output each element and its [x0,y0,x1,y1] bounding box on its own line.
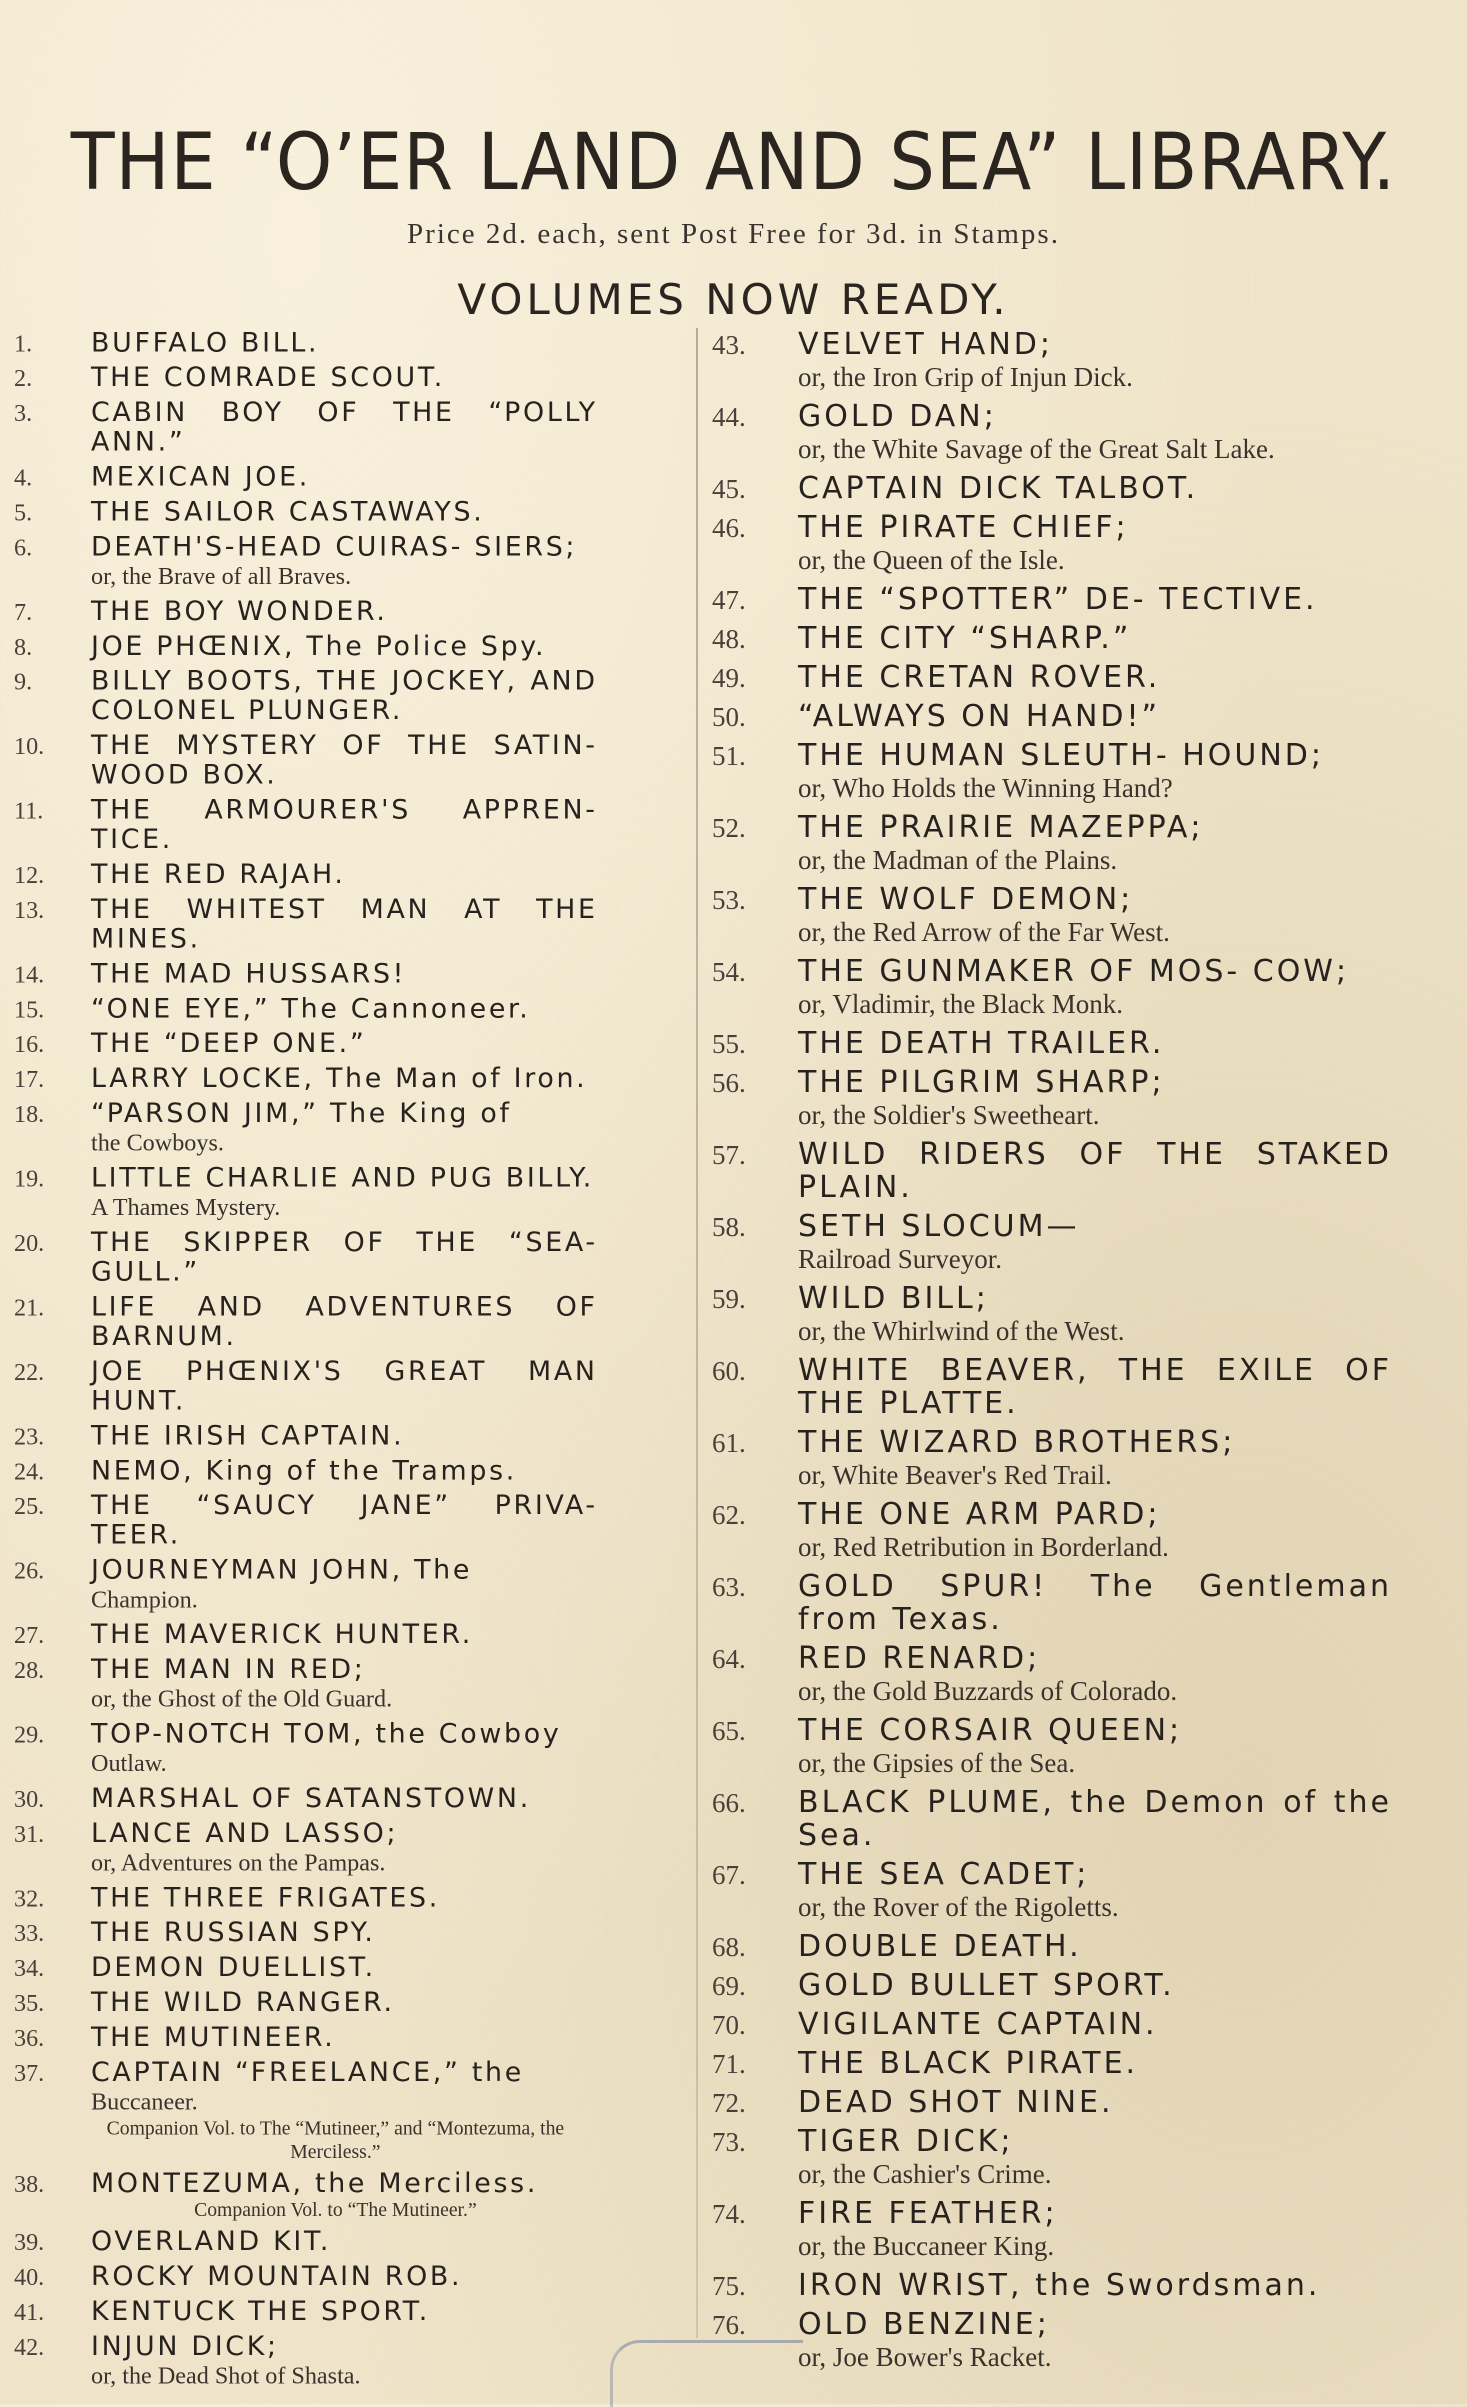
volume-title: GOLD DAN; [798,399,997,434]
volume-number: 25. [14,1492,45,1520]
volume-title: WILD BILL; [798,1281,989,1316]
volume-number: 56. [712,1068,746,1098]
volume-subtitle: or, the Madman of the Plains. [798,845,1118,875]
list-item [712,1426,1392,1492]
volume-subtitle: Railroad Surveyor. [798,1244,1002,1274]
volume-subtitle: or, the Soldier's Sweetheart. [798,1100,1100,1130]
volume-title: THE DEATH TRAILER. [798,1026,1165,1061]
volume-title: MONTEZUMA, the Merciless. [90,2167,539,2200]
volume-number: 18. [14,1100,45,1128]
volume-number: 8. [14,633,33,661]
list-item [14,795,598,854]
volume-number: 47. [712,585,746,615]
volume-title: THE ONE ARM PARD; [798,1497,1161,1532]
library-stamp [610,2340,803,2407]
volume-title: JOE PHŒNIX'S GREAT MAN HUNT. [90,1355,598,1417]
volume-title: THE GUNMAKER OF MOS- COW; [798,954,1350,989]
volume-title: DOUBLE DEATH. [798,1929,1082,1964]
volume-title: OLD BENZINE; [798,2307,1050,2342]
list-item [14,2262,598,2292]
volume-title: GOLD BULLET SPORT. [798,1968,1175,2003]
volume-number: 58. [712,1212,746,1242]
list-item [712,700,1392,733]
volume-title: MEXICAN JOE. [90,461,311,493]
volume-title: THE HUMAN SLEUTH- HOUND; [798,738,1324,773]
list-item [14,1819,598,1878]
volume-subtitle: or, the Gold Buzzards of Colorado. [798,1676,1178,1706]
volume-title: THE MYSTERY OF THE SATIN-WOOD BOX. [90,729,598,791]
volume-subtitle: or, the Rover of the Rigoletts. [798,1892,1119,1922]
volume-title: THE BOY WONDER. [90,595,388,628]
volume-title: THE “SPOTTER” DE- TECTIVE. [798,582,1318,617]
volume-number: 31. [14,1820,45,1848]
volume-number: 40. [14,2263,45,2291]
volume-number: 20. [14,1229,45,1257]
volume-title: “ALWAYS ON HAND!” [798,699,1161,734]
list-item [712,1354,1392,1420]
list-item [14,1620,598,1650]
volume-number: 50. [712,702,746,732]
volume-title: THE COMRADE SCOUT. [90,362,446,394]
volume-title: THE WIZARD BROTHERS; [798,1425,1236,1460]
volume-title: THE WHITEST MAN AT THE MINES. [90,893,598,955]
volume-title: THE RED RAJAH. [90,858,346,891]
list-item [712,1858,1392,1924]
list-item [14,895,598,954]
volume-title: OVERLAND KIT. [90,2225,332,2258]
volume-subtitle: or, the Dead Shot of Shasta. [90,2361,361,2389]
list-item [712,1027,1392,1060]
volume-number: 15. [14,995,45,1023]
volume-number: 3. [14,399,33,427]
volume-number: 72. [712,2088,746,2118]
list-item [712,2086,1392,2119]
list-item [14,1029,598,1059]
list-item [14,2169,598,2222]
list-item [712,583,1392,616]
list-item [14,731,598,790]
list-item [712,811,1392,877]
volume-title: THE WOLF DEMON; [798,882,1134,917]
volume-subtitle: Buccaneer. [90,2088,198,2115]
volume-number: 44. [712,402,746,432]
volume-subtitle: the Cowboys. [90,1129,224,1157]
volume-title: LITTLE CHARLIE AND PUG BILLY. [90,1162,595,1194]
list-item [14,398,598,457]
volume-subtitle: or, Adventures on the Pampas. [90,1849,386,1876]
volume-title: CAPTAIN DICK TALBOT. [798,471,1199,506]
list-item [14,1421,598,1451]
list-item [712,2308,1392,2374]
volume-number: 55. [712,1029,746,1059]
volume-title: “PARSON JIM,” The King of [90,1097,512,1130]
price-subtitle: Price 2d. each, sent Post Free for 3d. in Stamps. [407,218,1060,250]
volume-subtitle: or, the Brave of all Braves. [90,562,352,590]
list-item [14,1719,598,1778]
volume-title: VIGILANTE CAPTAIN. [798,2007,1158,2042]
volume-number: 12. [14,861,45,889]
volume-title: THE MAN IN RED; [90,1653,366,1686]
volume-number: 71. [712,2049,746,2079]
list-item [14,2023,598,2053]
volume-title: IRON WRIST, the Swordsman. [798,2268,1321,2303]
volume-number: 68. [712,1932,746,1962]
volume-number: 29. [14,1720,45,1748]
list-item [14,1228,598,1287]
list-item [14,994,598,1024]
volume-number: 33. [14,1919,45,1947]
list-item [712,883,1392,949]
volume-number: 62. [712,1500,746,1530]
list-item [712,955,1392,1021]
list-item [14,1953,598,1983]
list-item [712,2047,1392,2080]
volume-number: 28. [14,1656,45,1684]
list-item [712,511,1392,577]
list-item [712,1642,1392,1708]
list-item [14,1784,598,1814]
volume-title: TOP-NOTCH TOM, the Cowboy [90,1718,562,1750]
list-item [712,1570,1392,1636]
volume-number: 43. [712,330,746,360]
list-item [14,462,598,492]
volume-number: 51. [712,741,746,771]
volume-number: 41. [14,2298,45,2326]
volume-title: DEATH'S-HEAD CUIRAS- SIERS; [90,531,578,563]
list-item [712,1282,1392,1348]
volume-number: 60. [712,1356,746,1386]
volume-number: 36. [14,2024,45,2052]
volume-number: 34. [14,1954,45,1982]
volume-number: 16. [14,1030,45,1058]
volume-number: 39. [14,2228,45,2256]
list-item [712,1066,1392,1132]
volume-number: 21. [14,1293,45,1321]
list-item [14,1357,598,1416]
volume-number: 14. [14,960,45,988]
list-item [14,532,598,591]
volume-number: 6. [14,533,33,561]
list-item [712,2008,1392,2041]
volume-number: 70. [712,2010,746,2040]
volume-title: THE MAVERICK HUNTER. [90,1618,474,1651]
list-item [14,1456,598,1486]
volume-subtitle: or, Joe Bower's Racket. [798,2342,1052,2372]
volume-subtitle: or, the Ghost of the Old Guard. [90,1685,393,1713]
volume-subtitle: A Thames Mystery. [90,1193,281,1221]
volume-title: VELVET HAND; [798,327,1053,362]
volume-number: 19. [14,1165,45,1192]
volume-title: THE CRETAN ROVER. [798,660,1161,695]
volume-title: THE SEA CADET; [798,1857,1090,1892]
list-item [712,622,1392,655]
volume-title: INJUN DICK; [90,2330,279,2362]
volume-title: BUFFALO BILL. [90,327,320,359]
volume-title: THE CITY “SHARP.” [798,621,1132,656]
list-item [712,661,1392,694]
list-item [712,400,1392,466]
volume-title: THE MUTINEER. [90,2021,336,2054]
volume-number: 5. [14,498,33,526]
volume-title: BILLY BOOTS, THE JOCKEY, AND COLONEL PLUNGER. [90,665,598,727]
volume-title: SETH SLOCUM— [798,1209,1080,1244]
volume-title: THE PILGRIM SHARP; [798,1065,1165,1100]
volume-subtitle: or, the Gipsies of the Sea. [798,1748,1076,1778]
volume-number: 13. [14,896,45,924]
volume-title: NEMO, King of the Tramps. [90,1455,517,1487]
list-item [712,2197,1392,2263]
volume-subtitle: or, Red Retribution in Borderland. [798,1532,1169,1562]
list-item [712,1930,1392,1963]
volume-number: 35. [14,1989,45,2017]
volume-title: CAPTAIN “FREELANCE,” the [90,2056,524,2089]
volume-title: THE IRISH CAPTAIN. [90,1420,405,1452]
list-item [14,1491,598,1550]
volume-number: 69. [712,1971,746,2001]
volume-title: THE MAD HUSSARS! [90,958,407,990]
list-item [712,1138,1392,1204]
volume-number: 48. [712,624,746,654]
volume-subtitle: Champion. [90,1585,198,1613]
volume-number: 52. [712,813,746,843]
volume-subtitle: or, the Iron Grip of Injun Dick. [798,362,1133,392]
volume-number: 4. [14,464,33,491]
list-item [14,2297,598,2327]
volume-number: 30. [14,1785,45,1813]
volume-title: THE ARMOURER'S APPREN- TICE. [90,794,598,856]
volume-title: THE SAILOR CASTAWAYS. [90,496,485,528]
volume-title: ROCKY MOUNTAIN ROB. [90,2260,463,2293]
volume-title: THE CORSAIR QUEEN; [798,1713,1183,1748]
list-item [712,328,1392,394]
volume-title: DEAD SHOT NINE. [798,2085,1114,2120]
volume-title: THE THREE FRIGATES. [90,1882,440,1914]
volume-subtitle: or, the Queen of the Isle. [798,545,1065,575]
volume-title: THE SKIPPER OF THE “SEA- GULL.” [90,1226,598,1288]
volume-number: 46. [712,513,746,543]
list-item [14,1163,598,1222]
volume-number: 67. [712,1860,746,1890]
volume-title: THE “SAUCY JANE” PRIVA- TEER. [90,1490,598,1551]
volume-number: 1. [14,329,33,357]
list-item [14,860,598,890]
list-item [712,1969,1392,2002]
volume-subtitle: or, the Red Arrow of the Far West. [798,917,1170,947]
list-item [712,472,1392,505]
volume-subtitle: or, White Beaver's Red Trail. [798,1460,1112,1490]
list-item [14,1064,598,1094]
volume-number: 45. [712,474,746,504]
volume-number: 10. [14,732,45,760]
volume-number: 66. [712,1788,746,1818]
volume-title: DEMON DUELLIST. [90,1951,376,1984]
volume-number: 11. [14,797,44,824]
list-item [14,2227,598,2257]
right-column [712,328,1392,2380]
companion-note: Companion Vol. to The “Mutineer,” and “Montezuma, the Merciless.” [106,2116,565,2163]
volume-number: 53. [712,885,746,915]
volume-title: WHITE BEAVER, THE EXILE OF THE PLATTE. [798,1353,1392,1421]
volume-title: MARSHAL OF SATANSTOWN. [90,1782,531,1815]
volume-number: 76. [712,2310,746,2340]
volume-title: RED RENARD; [798,1641,1041,1676]
list-item [14,631,598,661]
list-item [14,2058,598,2164]
list-item [14,1099,598,1158]
list-item [14,1655,598,1714]
volume-number: 27. [14,1621,45,1649]
list-item [14,1555,598,1614]
list-item [14,1292,598,1351]
volume-number: 24. [14,1457,45,1485]
volume-title: LANCE AND LASSO; [90,1817,399,1850]
volume-number: 49. [712,663,746,693]
volume-number: 59. [712,1284,746,1314]
volume-number: 61. [712,1428,746,1458]
volume-number: 37. [14,2059,45,2087]
list-item [14,328,598,358]
volume-subtitle: or, the Whirlwind of the West. [798,1316,1125,1346]
volume-number: 38. [14,2170,45,2198]
list-item [712,2125,1392,2191]
volume-title: GOLD SPUR! The Gentleman from Texas. [798,1569,1392,1637]
list-item [14,2332,598,2391]
volume-subtitle: or, Who Holds the Winning Hand? [798,773,1173,803]
volume-subtitle: Outlaw. [90,1749,167,1777]
volume-number: 74. [712,2199,746,2229]
volume-title: JOE PHŒNIX, The Police Spy. [90,630,547,662]
volume-title: FIRE FEATHER; [798,2196,1058,2231]
volume-number: 63. [712,1572,746,1602]
page-title: THE “O’ER LAND AND SEA” LIBRARY. [70,118,1397,208]
volume-number: 65. [712,1716,746,1746]
volume-number: 23. [14,1422,45,1450]
volume-number: 73. [712,2127,746,2157]
volume-title: CABIN BOY OF THE “POLLY ANN.” [90,396,598,458]
list-item [14,597,598,627]
volume-title: THE PIRATE CHIEF; [798,510,1129,545]
volume-subtitle: or, Vladimir, the Black Monk. [798,989,1124,1019]
list-item [712,1210,1392,1276]
volume-number: 75. [712,2271,746,2301]
list-item [712,1714,1392,1780]
volume-title: LIFE AND ADVENTURES OF BARNUM. [90,1291,598,1353]
volume-title: THE PRAIRIE MAZEPPA; [798,810,1204,845]
list-item [712,2269,1392,2302]
volume-number: 26. [14,1557,45,1585]
volume-number: 2. [14,364,33,392]
volume-number: 7. [14,598,33,626]
volume-number: 32. [14,1884,45,1912]
volume-number: 64. [712,1644,746,1674]
volume-number: 17. [14,1065,45,1093]
left-column [14,328,598,2396]
volume-number: 9. [14,668,33,696]
list-item [712,739,1392,805]
list-item [14,1988,598,2018]
volumes-heading: VOLUMES NOW READY. [457,275,1010,324]
volume-title: “ONE EYE,” The Cannoneer. [90,993,531,1025]
volume-number: 42. [14,2333,45,2361]
companion-note: Companion Vol. to “The Mutineer.” [194,2198,477,2221]
volume-subtitle: or, the Cashier's Crime. [798,2159,1052,2189]
volume-title: LARRY LOCKE, The Man of Iron. [90,1062,588,1095]
volume-title: KENTUCK THE SPORT. [90,2295,430,2328]
volume-number: 54. [712,957,746,987]
volume-subtitle: or, the Buccaneer King. [798,2231,1055,2261]
volume-title: BLACK PLUME, the Demon of the Sea. [798,1785,1392,1853]
volume-title: THE “DEEP ONE.” [90,1028,367,1060]
list-item [14,959,598,989]
list-item [712,1498,1392,1564]
volume-title: THE BLACK PIRATE. [798,2046,1139,2081]
list-item [712,1786,1392,1852]
list-item [14,1918,598,1948]
list-item [14,497,598,527]
volume-number: 22. [14,1358,45,1386]
list-item [14,666,598,725]
volume-title: THE WILD RANGER. [90,1986,395,2019]
volume-title: JOURNEYMAN JOHN, The [90,1554,473,1586]
volume-subtitle: or, the White Savage of the Great Salt Lake. [798,434,1275,464]
list-item [14,363,598,393]
column-divider [696,328,698,2338]
volume-title: WILD RIDERS OF THE STAKED PLAIN. [798,1137,1392,1205]
volume-title: TIGER DICK; [798,2124,1014,2159]
volume-title: THE RUSSIAN SPY. [90,1917,376,1949]
volume-number: 57. [712,1140,746,1170]
list-item [14,1883,598,1913]
